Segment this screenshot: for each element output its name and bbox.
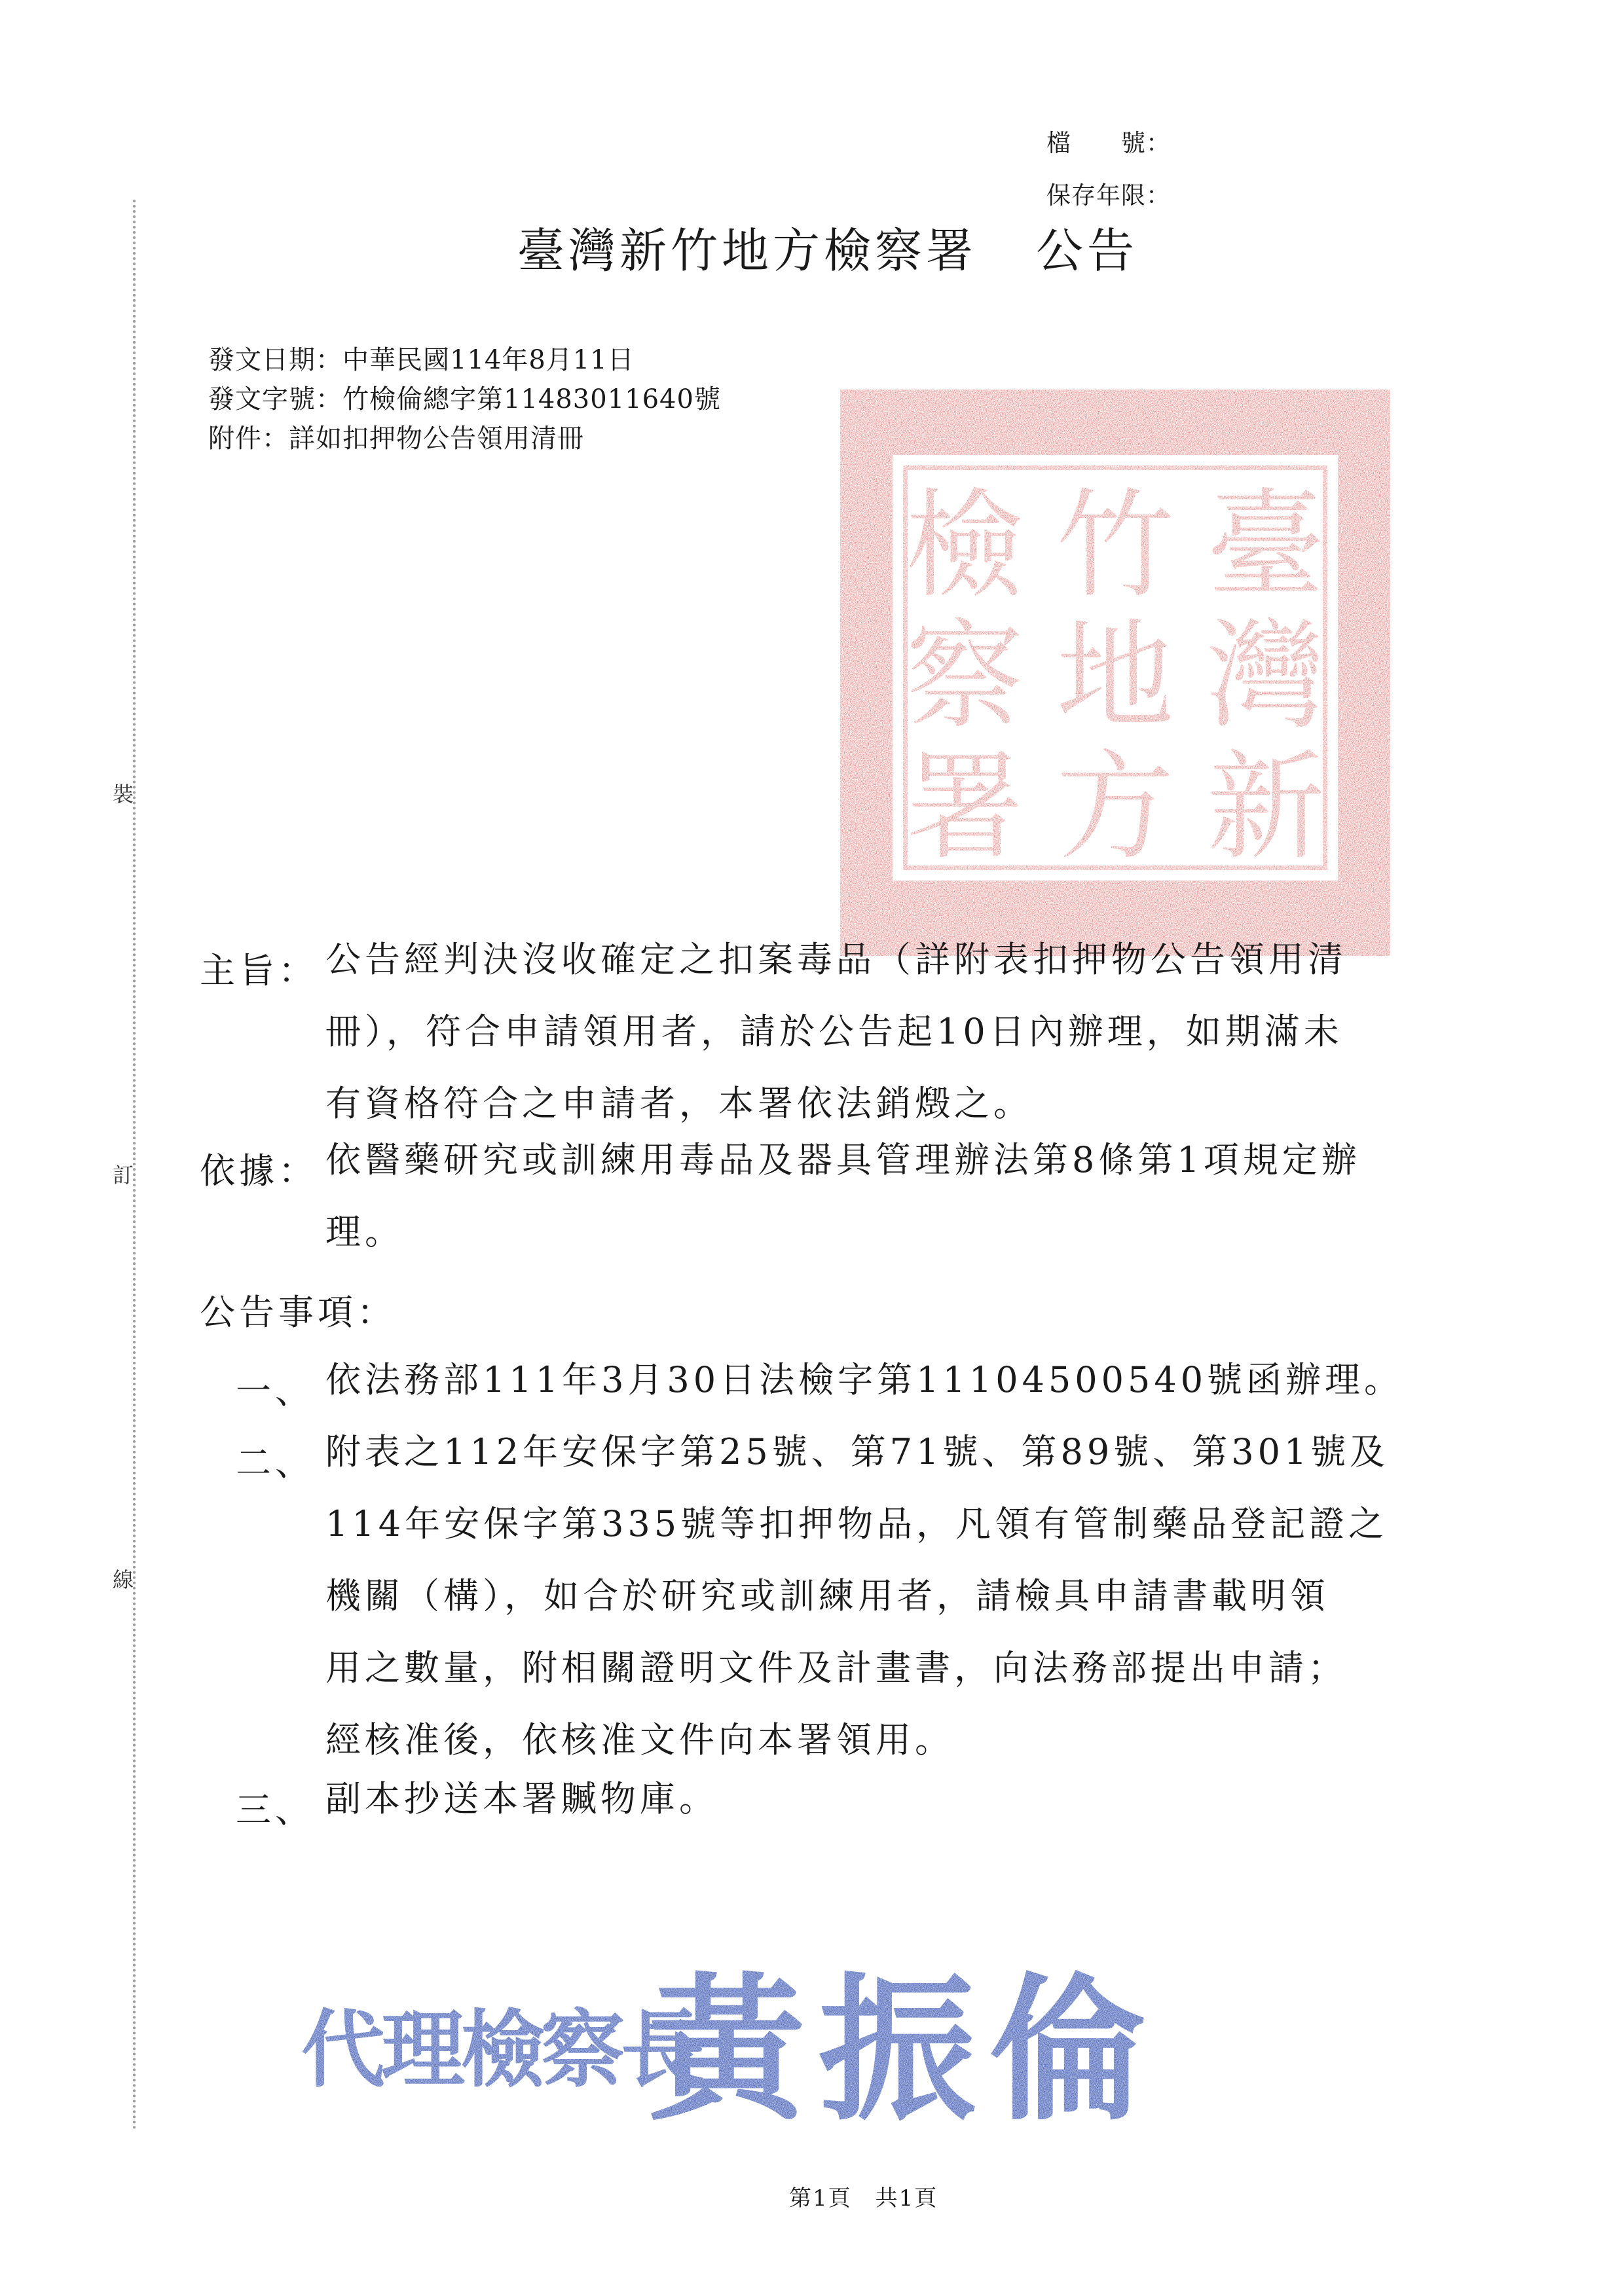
item-1-line-1: 依法務部111年3月30日法檢字第11104500540號函辦理。: [325, 1359, 1404, 1400]
subject-line-3: 有資格符合之申請者，本署依法銷燬之。: [325, 1083, 1033, 1124]
svg-text:地: 地: [1056, 608, 1175, 745]
page-number: 第1頁 共1頁: [789, 2185, 938, 2212]
basis-line-1: 依醫藥研究或訓練用毒品及器具管理辦法第8條第1項規定辦: [325, 1139, 1361, 1180]
margin-mark-ding: 訂: [113, 1163, 134, 1188]
item-2-number: 二、: [236, 1442, 314, 1484]
signature-name-text: 黃振倫: [648, 1958, 1160, 2128]
item-3-line-1: 副本抄送本署贓物庫。: [325, 1778, 718, 1819]
svg-text:竹: 竹: [1056, 477, 1175, 614]
attachment-note: 附件：詳如扣押物公告領用清冊: [208, 424, 584, 454]
subject-label: 主旨：: [200, 950, 318, 991]
svg-text:新: 新: [1206, 739, 1325, 876]
issue-date: 發文日期：中華民國114年8月11日: [208, 345, 635, 375]
seal-char-1: 臺: [1206, 477, 1325, 614]
signature-title-text: 代理檢察長: [301, 2001, 701, 2099]
item-2-line-5: 經核准後，依核准文件向本署領用。: [325, 1719, 954, 1760]
item-2-line-4: 用之數量，附相關證明文件及計畫書，向法務部提出申請；: [325, 1647, 1347, 1688]
document-number: 發文字號：竹檢倫總字第11483011640號: [208, 384, 721, 414]
signature-stamp: [282, 1958, 1225, 2128]
agency-name: 臺灣新竹地方檢察署: [517, 223, 978, 278]
item-2-line-2: 114年安保字第335號等扣押物品，凡領有管制藥品登記證之: [325, 1503, 1388, 1544]
item-3-number: 三、: [236, 1789, 314, 1831]
announcement-items-label: 公告事項：: [200, 1292, 396, 1333]
item-2-line-1: 附表之112年安保字第25號、第71號、第89號、第301號及: [325, 1431, 1390, 1472]
subject-line-1: 公告經判決沒收確定之扣案毒品（詳附表扣押物公告領用清: [325, 939, 1347, 980]
retention-period-label: 保存年限：: [1046, 181, 1171, 210]
svg-text:灣: 灣: [1206, 608, 1325, 745]
official-seal: [840, 390, 1390, 956]
item-1-number: 一、: [236, 1370, 314, 1412]
margin-mark-zhuang: 裝: [113, 782, 134, 807]
page-title: [517, 213, 1138, 281]
basis-line-2: 理。: [325, 1211, 404, 1252]
file-number-label: 檔 號：: [1046, 129, 1171, 157]
subject-line-2: 冊），符合申請領用者，請於公告起10日內辦理，如期滿未: [325, 1011, 1343, 1052]
svg-text:署: 署: [905, 739, 1024, 876]
svg-text:察: 察: [905, 608, 1024, 745]
item-2-line-3: 機關（構），如合於研究或訓練用者，請檢具申請書載明領: [325, 1575, 1329, 1616]
svg-text:方: 方: [1056, 739, 1175, 876]
svg-text:檢: 檢: [905, 477, 1024, 614]
basis-label: 依據：: [200, 1150, 318, 1192]
margin-mark-xian: 線: [113, 1567, 134, 1592]
document-type: 公告: [1036, 223, 1139, 278]
